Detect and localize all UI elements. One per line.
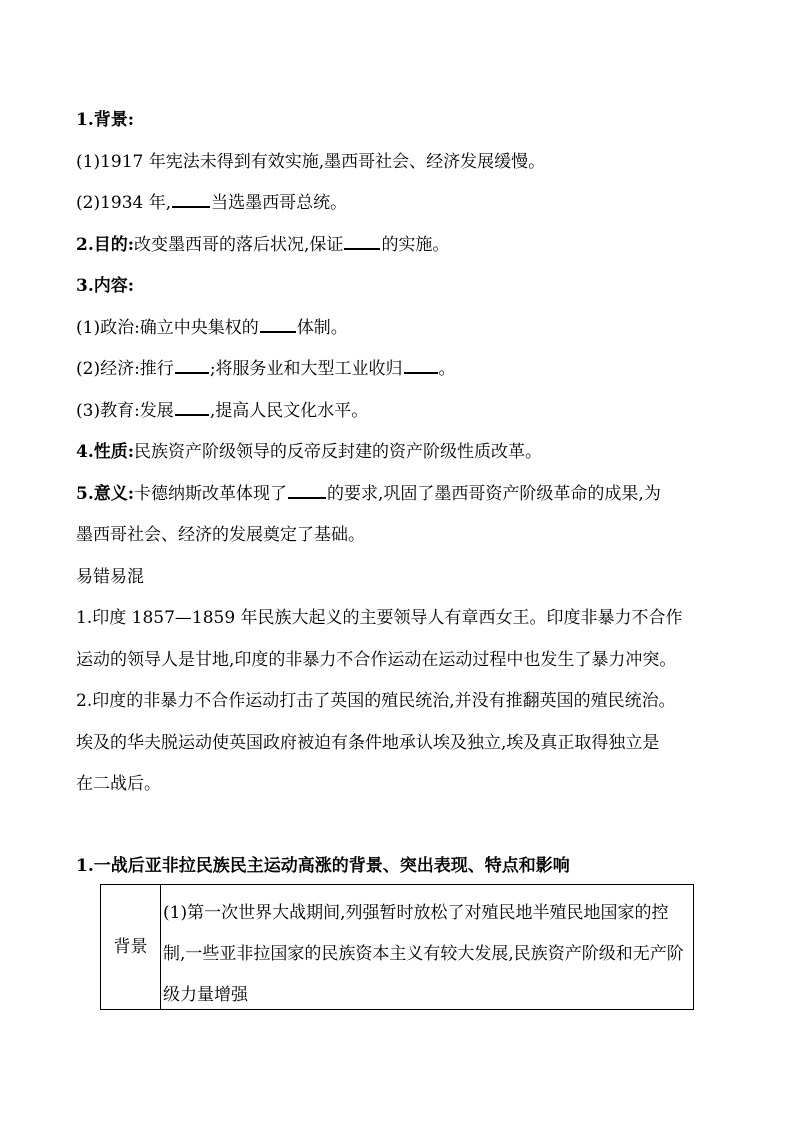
politics-prefix: (1)政治:确立中央集权的 xyxy=(76,318,259,338)
background-item-2-suffix: 当选墨西哥总统。 xyxy=(211,193,348,213)
nature-line xyxy=(76,440,736,464)
blank-line xyxy=(288,483,326,499)
purpose-line xyxy=(76,233,736,257)
mistakes-line-2: 运动的领导人是甘地,印度的非暴力不合作运动在运动过程中也发生了暴力冲突。 xyxy=(76,650,677,670)
significance-line-2: 墨西哥社会、经济的发展奠定了基础。 xyxy=(76,525,365,545)
significance-text-suffix: 的要求,巩固了墨西哥资产阶级革命的成果,为 xyxy=(327,484,661,504)
politics-line xyxy=(76,316,736,340)
nature-label: 4.性质: xyxy=(76,442,135,462)
purpose-text-prefix: 改变墨西哥的落后状况,保证 xyxy=(134,235,344,255)
mistakes-line-4: 埃及的华夫脱运动使英国政府被迫有条件地承认埃及独立,埃及真正取得独立是 xyxy=(76,733,660,753)
blank-line xyxy=(175,358,209,374)
economy-middle: ;将服务业和大型工业收归 xyxy=(209,359,403,379)
content-heading: 3.内容: xyxy=(76,276,135,296)
significance-text-prefix: 卡德纳斯改革体现了 xyxy=(134,484,288,504)
nature-text: 民族资产阶级领导的反帝反封建的资产阶级性质改革。 xyxy=(134,442,543,462)
mistakes-line-3: 2.印度的非暴力不合作运动打击了英国的殖民统治,并没有推翻英国的殖民统治。 xyxy=(76,691,676,711)
education-line xyxy=(76,399,736,423)
economy-suffix: 。 xyxy=(438,359,456,379)
background-heading: 1.背景: xyxy=(76,110,135,130)
purpose-text-suffix: 的实施。 xyxy=(381,235,450,255)
mistakes-heading: 易错易混 xyxy=(76,567,144,587)
economy-line xyxy=(76,357,736,381)
background-item-2 xyxy=(76,191,736,215)
table-row-content: (1)第一次世界大战期间,列强暂时放松了对殖民地半殖民地国家的控制,一些亚非拉国家的民族资本主义有较大发展,民族资产阶级和无产阶级力量增强 xyxy=(163,903,684,1005)
economy-prefix: (2)经济:推行 xyxy=(76,359,174,379)
blank-line xyxy=(404,358,438,374)
blank-line xyxy=(344,234,380,250)
significance-line-1 xyxy=(76,482,736,506)
table-row-label: 背景 xyxy=(113,937,148,957)
background-item-1: (1)1917 年宪法未得到有效实施,墨西哥社会、经济发展缓慢。 xyxy=(76,152,546,172)
blank-line xyxy=(172,192,210,208)
education-suffix: ,提高人民文化水平。 xyxy=(209,401,369,421)
blank-line xyxy=(260,317,296,333)
summary-table xyxy=(100,884,694,1010)
education-prefix: (3)教育:发展 xyxy=(76,401,174,421)
mistakes-line-5: 在二战后。 xyxy=(76,774,161,794)
mistakes-line-1: 1.印度 1857—1859 年民族大起义的主要领导人有章西女王。印度非暴力不合作 xyxy=(76,608,683,628)
politics-suffix: 体制。 xyxy=(296,318,348,338)
table-divider xyxy=(160,885,161,1009)
blank-line xyxy=(175,400,209,416)
purpose-label: 2.目的: xyxy=(76,235,135,255)
significance-label: 5.意义: xyxy=(76,484,135,504)
section-title: 1.一战后亚非拉民族民主运动高涨的背景、突出表现、特点和影响 xyxy=(76,856,570,876)
background-item-2-prefix: (2)1934 年, xyxy=(76,193,172,213)
